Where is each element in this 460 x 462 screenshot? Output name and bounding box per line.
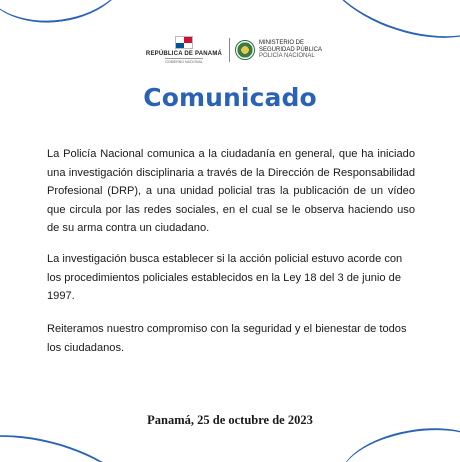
paragraph-3: Reiteramos nuestro compromiso con la seguridad y el bienestar de todos los ciudadanos. [47, 323, 407, 354]
dateline: Panamá, 25 de octubre de 2023 [147, 413, 313, 427]
page-title: Comunicado [143, 83, 317, 112]
header-logos [143, 34, 333, 66]
ministry-line-3: POLICÍA NACIONAL [259, 53, 315, 60]
ministry-line-2: SEGURIDAD PÚBLICA [259, 46, 323, 53]
panama-flag-icon [175, 36, 193, 49]
ministry-line-1: MINISTERIO DE [259, 40, 305, 47]
government-subtitle: GOBIERNO NACIONAL [165, 60, 203, 64]
police-seal-icon [235, 40, 255, 60]
header-divider [229, 38, 230, 62]
paragraph-1: La Policía Nacional comunica a la ciudadanía en general, que ha iniciado una investigación disciplinaria a través de la Dirección de Responsabilidad Profesional (DRP), a una unidad policial tras la publicación de un vídeo que circula por las redes sociales, en el cual se le observa haciendo uso de su arma contra un ciudadano. [47, 148, 415, 234]
paragraph-2: La investigación busca establecer si la acción policial estuvo acorde con los procedimientos policiales establecidos en la Ley 18 del 3 de junio de 1997. [47, 253, 403, 302]
government-name: REPÚBLICA DE PANAMÁ [145, 51, 223, 57]
ministry-logo-text [259, 40, 322, 60]
decorative-arc-top-left [0, 0, 136, 32]
government-logo [143, 36, 225, 64]
